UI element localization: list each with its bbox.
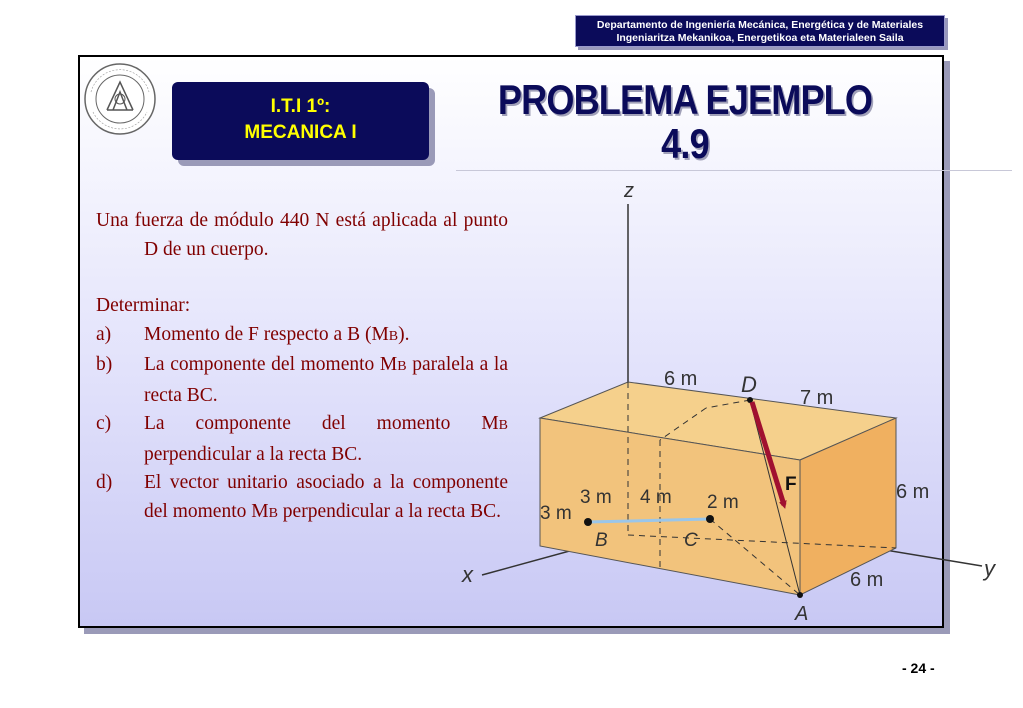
title-divider [456, 170, 1012, 171]
department-name-es: Departamento de Ingeniería Mecánica, Energética y de Materiales [596, 19, 924, 31]
dim-label: 3 m [580, 487, 612, 508]
z-axis-label: z [624, 180, 634, 202]
course-level: I.T.I 1º: [270, 96, 331, 117]
course-name: MECANICA I [244, 122, 357, 143]
item-text: La componente del momento MB paralela a la recta BC. [144, 354, 508, 406]
item-label: a) [96, 323, 112, 345]
point-a [797, 592, 803, 598]
item-text: El vector unitario asociado a la componente del momento MB perpendicular a la recta BC. [144, 472, 508, 522]
page-number: - 24 - [902, 660, 935, 676]
determine-heading: Determinar: [96, 295, 191, 316]
point-b [584, 518, 592, 526]
box-force-diagram [460, 178, 1005, 628]
force-label: F [785, 474, 797, 495]
list-item [96, 410, 508, 469]
problem-text [96, 207, 508, 528]
course-badge [172, 82, 429, 160]
x-axis-label: x [462, 562, 473, 587]
list-item [96, 351, 508, 410]
y-axis [885, 550, 982, 566]
point-c [706, 515, 714, 523]
item-text: Momento de F respecto a B (MB). [144, 323, 410, 345]
dim-label: 7 m [800, 387, 834, 409]
item-label: c) [96, 413, 112, 434]
university-seal-logo [83, 62, 157, 136]
point-b-label: B [595, 530, 608, 551]
y-axis-label: y [984, 556, 995, 581]
dim-label: 6 m [664, 368, 698, 390]
item-label: d) [96, 472, 113, 493]
dim-label: 3 m [540, 503, 572, 524]
department-name-eu: Ingeniaritza Mekanikoa, Energetikoa eta Materialeen Saila [616, 32, 904, 44]
list-item [96, 321, 508, 352]
slide-title [474, 78, 895, 166]
list-item [96, 469, 508, 528]
point-c-label: C [684, 530, 698, 551]
point-a-label: A [795, 603, 809, 625]
problem-statement: Una fuerza de módulo 440 N está aplicada al punto D de un cuerpo. [96, 210, 508, 260]
title-line-1: PROBLEMA EJEMPLO [497, 76, 873, 123]
point-d-label: D [741, 372, 757, 397]
item-label: b) [96, 354, 113, 375]
dim-label: 4 m [640, 487, 672, 508]
dim-label: 6 m [850, 569, 884, 591]
dim-label: 6 m [896, 481, 930, 503]
department-banner [575, 15, 945, 47]
item-text: La componente del momento MB perpendicular a la recta BC. [144, 413, 508, 465]
dim-label: 2 m [707, 492, 739, 513]
title-line-2: 4.9 [661, 120, 709, 167]
